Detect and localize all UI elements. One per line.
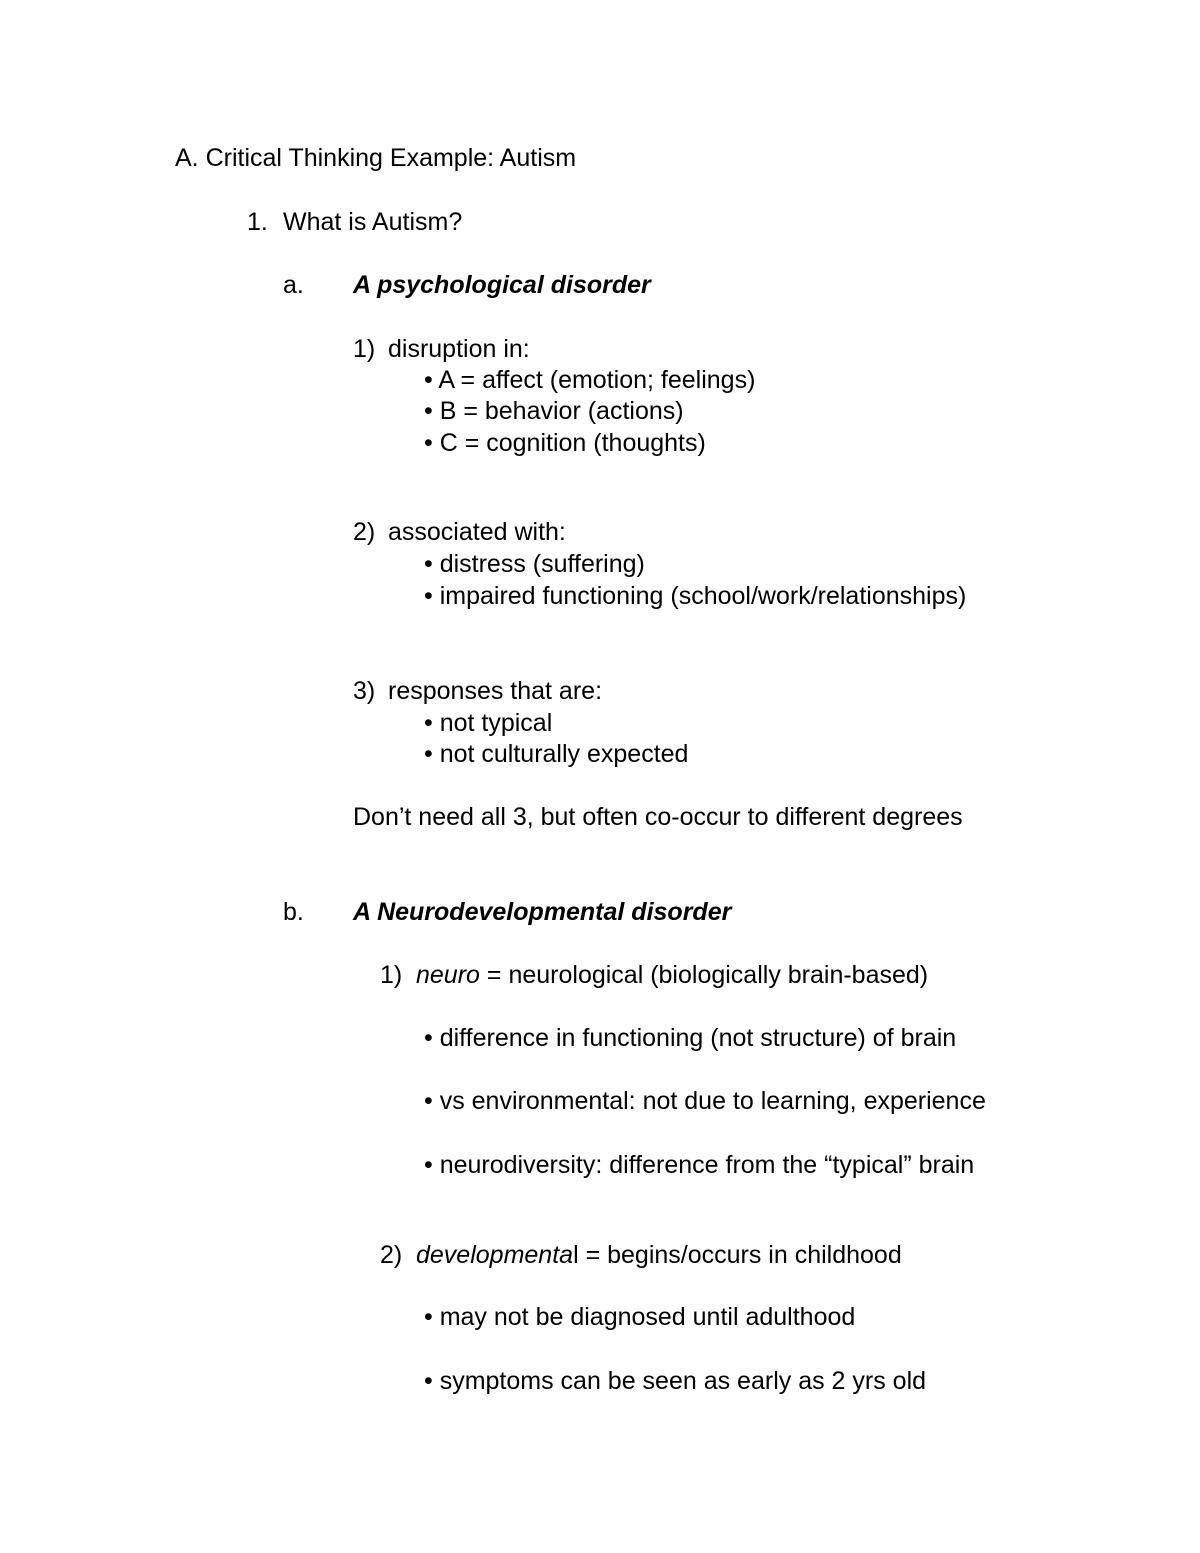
point-text: disruption in: <box>388 335 530 363</box>
bullet-item: • not typical <box>424 709 553 737</box>
point-number: 1) <box>380 961 403 989</box>
bullet-item: • impaired functioning (school/work/relationships) <box>424 582 967 610</box>
subitem-letter-b: b. <box>283 898 304 926</box>
subitem-title-a: A psychological disorder <box>353 271 651 299</box>
point-definition: l = begins/occurs in childhood <box>573 1241 902 1269</box>
point-number: 2) <box>380 1241 403 1269</box>
point-definition: = neurological (biologically brain-based) <box>479 961 929 989</box>
point-text: responses that are: <box>388 677 603 705</box>
bullet-item: • vs environmental: not due to learning, experience <box>424 1087 986 1115</box>
question-title: What is Autism? <box>283 208 463 236</box>
item-number: 1. <box>247 208 268 236</box>
bullet-item: • neurodiversity: difference from the “typical” brain <box>424 1151 975 1179</box>
point-number: 3) <box>353 677 376 705</box>
bullet-item: • C = cognition (thoughts) <box>424 429 706 457</box>
bullet-item: • may not be diagnosed until adulthood <box>424 1303 856 1331</box>
point-text <box>416 1240 902 1270</box>
point-number: 2) <box>353 518 376 546</box>
note-text: Don’t need all 3, but often co-occur to different degrees <box>353 803 963 831</box>
bullet-item: • symptoms can be seen as early as 2 yrs old <box>424 1367 927 1395</box>
bullet-item: • distress (suffering) <box>424 550 645 578</box>
bullet-item: • B = behavior (actions) <box>424 397 684 425</box>
section-heading: A. Critical Thinking Example: Autism <box>175 144 577 172</box>
point-term: neuro <box>416 961 480 989</box>
point-text <box>416 960 928 990</box>
bullet-item: • A = affect (emotion; feelings) <box>424 366 756 394</box>
point-text: associated with: <box>388 518 566 546</box>
subitem-title-b: A Neurodevelopmental disorder <box>353 898 732 926</box>
point-term: developmenta <box>416 1241 574 1269</box>
bullet-item: • not culturally expected <box>424 740 689 768</box>
subitem-letter-a: a. <box>283 271 304 299</box>
bullet-item: • difference in functioning (not structure) of brain <box>424 1024 957 1052</box>
point-number: 1) <box>353 335 376 363</box>
